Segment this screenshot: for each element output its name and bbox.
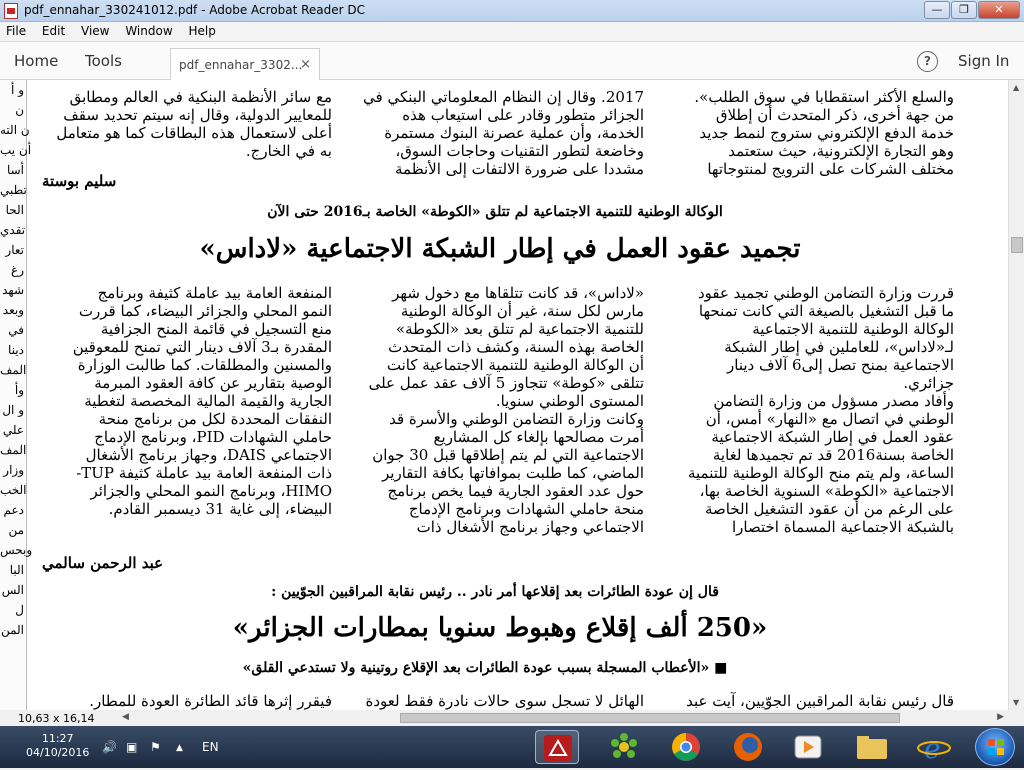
text-line: خدمة الدفع الإلكتروني ستروج لنمط جديد	[699, 124, 954, 142]
text-line: مع سائر الأنظمة البنكية في العالم ومطابق	[69, 88, 332, 106]
text-line: أعلى لاستعمال هذه البطاقات كما هو متعامل	[56, 124, 332, 142]
strip-fragment: وزار	[3, 463, 24, 477]
start-button[interactable]	[975, 728, 1015, 766]
text-line: الخدمة، وأن عملية عصرنة البنوك مستمرة	[384, 124, 644, 142]
scroll-right-icon[interactable]: ▶	[997, 712, 1004, 722]
help-icon[interactable]: ?	[917, 51, 938, 72]
minimize-button[interactable]: —	[924, 1, 950, 19]
text-line: 2017. وقال إن النظام المعلوماتي البنكي في	[363, 88, 644, 106]
text-line: لـ«لاداس»، للعاملين في إطار الشبكة	[724, 338, 954, 356]
adjacent-page-strip	[0, 80, 33, 710]
text-line: وكانت وزارة التضامن الوطني والأسرة قد	[389, 410, 644, 428]
article-kicker: الوكالة الوطنية للتنمية الاجتماعية لم تتلق «الكوطة» الخاصة بـ2016 حتى الآن	[267, 204, 723, 220]
text-line: حول عدد العقود الجارية فيما يخص برنامج	[387, 482, 644, 500]
strip-fragment: علي	[2, 423, 24, 437]
top-article-column-3	[40, 88, 332, 160]
strip-fragment: تطبي	[0, 183, 27, 197]
close-tab-icon[interactable]: ×	[300, 57, 311, 72]
second-article-kicker: قال إن عودة الطائرات بعد إقلاعها أمر نادر .. رئيس نقابة المراقبين الجوّيين :	[271, 584, 719, 600]
text-line: مختلف الشركات على الترويج لمنتوجاتها	[707, 160, 954, 178]
scroll-up-icon[interactable]: ▲	[1013, 83, 1020, 92]
text-line: الوطني في اتصال مع «النهار» أمس، أن	[705, 410, 954, 428]
text-line: للمعايير الدولية، وقال إنه سيتم تحديد سقف	[63, 106, 332, 124]
text-line: من جهة أخرى، ذكر المتحدث أن إطلاق	[715, 106, 954, 124]
bottom-column-3	[40, 692, 332, 710]
text-line: مشددا على ضرورة الالتفات إلى الأنظمة	[394, 160, 644, 178]
text-line: الجزائر متطور وقادر على استيعاب هذه	[402, 106, 644, 124]
text-line: أن الوكالة الوطنية للتنمية الاجتماعية كانت	[386, 356, 644, 374]
text-line: على الرغم من أن عقود التشغيل الخاصة	[704, 500, 954, 518]
text-line: المستوى الوطني سنويا.	[495, 392, 644, 410]
page-size-indicator: 10,63 x 16,14	[0, 710, 118, 726]
strip-fragment: و ال	[2, 403, 24, 417]
second-article-headline: «250 ألف إقلاع وهبوط سنويا بمطارات الجزائر»	[232, 613, 768, 643]
strip-fragment: ن الته	[0, 123, 30, 137]
icq-taskbar-button[interactable]	[602, 730, 646, 764]
toolbar	[0, 42, 1024, 80]
clock[interactable]	[26, 732, 89, 760]
text-line: المنفعة العامة بيد عاملة كثيفة وبرنامج	[97, 284, 332, 302]
language-indicator[interactable]: EN	[202, 740, 219, 754]
text-line: أمرت مصالحها بإلغاء كل المشاريع	[433, 428, 644, 446]
text-line: والسلع الأكثر استقطابا في سوق الطلب».	[694, 88, 954, 106]
strip-fragment: أن يب	[0, 143, 32, 157]
text-line: مارس لكل سنة، غير أن الوكالة الوطنية	[400, 302, 644, 320]
strip-fragment: أسا	[6, 163, 24, 177]
text-line: وهو التجارة الإلكترونية، حيث ستعتمد	[728, 142, 954, 160]
article-headline: تجميد عقود العمل في إطار الشبكة الاجتماعية «لاداس»	[199, 234, 801, 264]
text-line: النمو المحلي والجزائر البيضاء، كما قررت	[78, 302, 332, 320]
flag-icon[interactable]: ⚑	[150, 740, 161, 754]
vertical-scroll-thumb[interactable]	[1011, 237, 1023, 253]
document-view[interactable]	[0, 80, 1008, 710]
menu-view[interactable]: View	[81, 24, 110, 38]
scroll-left-icon[interactable]: ◀	[122, 712, 129, 722]
article-column-1	[658, 284, 954, 536]
network-icon[interactable]: ▣	[126, 740, 138, 754]
document-tab-label: pdf_ennahar_3302...	[179, 58, 303, 72]
icq-icon	[602, 730, 646, 764]
text-line: الاجتماعي وجهاز برنامج الأشغال ذات	[416, 518, 644, 536]
text-line: منع التسجيل في قائمة المنح الجزافية	[100, 320, 332, 338]
clock-date: 04/10/2016	[26, 746, 90, 759]
ie-icon	[912, 730, 956, 764]
media-player-taskbar-button[interactable]	[786, 730, 830, 764]
scroll-down-icon[interactable]: ▼	[1013, 698, 1020, 707]
home-tab[interactable]: Home	[14, 52, 59, 70]
svg-text:e: e	[924, 732, 941, 765]
text-line: الاجتماعية «الكوطة» السنوية الخاصة بها،	[699, 482, 954, 500]
text-line: به في الخارج.	[245, 142, 332, 160]
text-line: الوكالة الوطنية للتنمية الاجتماعية	[752, 320, 954, 338]
ie-taskbar-button[interactable]	[912, 730, 956, 764]
text-line: وخاضعة لتطور التقنيات وحاجات السوق،	[395, 142, 644, 160]
strip-fragment: وأ	[14, 383, 24, 397]
window-title: pdf_ennahar_330241012.pdf - Adobe Acrobat Reader DC	[24, 3, 366, 17]
text-line: الخاصة بهذه السنة، وكشف ذات المتحدث	[388, 338, 644, 356]
text-line: عقود العمل في إطار الشبكة الاجتماعية	[711, 428, 954, 446]
text-line: وأفاد مصدر مسؤول من وزارة التضامن	[713, 392, 954, 410]
strip-fragment: المف	[0, 443, 27, 457]
text-line: فيقرر إثرها قائد الطائرة العودة للمطار.	[89, 692, 332, 710]
maximize-button[interactable]: ❐	[951, 1, 977, 19]
strip-fragment: في	[8, 323, 24, 337]
text-line: الاجتماعية بمنح تصل إلى6 آلاف دينار	[727, 356, 954, 374]
show-hidden-icons-icon[interactable]: ▲	[176, 743, 183, 753]
strip-fragment: دينا	[8, 343, 24, 357]
text-line: «لاداس»، قد كانت تتلقاها مع دخول شهر	[392, 284, 644, 302]
text-line: حاملي الشهادات PID، وبرنامج الإدماج	[94, 428, 332, 446]
window-controls	[924, 1, 1020, 19]
horizontal-scrollbar[interactable]	[118, 710, 1008, 726]
tools-tab[interactable]: Tools	[85, 52, 122, 70]
strip-fragment: دعم	[3, 503, 24, 517]
text-line: الاجتماعي DAIS، وجهاز برنامج الأشغال	[85, 446, 332, 464]
text-line: قال رئيس نقابة المراقبين الجوّيين، آيت عبد	[686, 692, 954, 710]
strip-fragment: تعار	[5, 243, 24, 257]
strip-fragment: الحا	[5, 203, 24, 217]
text-line: الماضي، كما طلبت بموافاتها بكافة التقارير	[382, 464, 644, 482]
text-line: والمسنين والمطلقات. كما طالبت الوزارة	[77, 356, 332, 374]
acrobat-taskbar-button[interactable]	[535, 730, 579, 764]
bottom-column-2	[346, 692, 644, 710]
text-line: الساعة، ولم يتم منح الوكالة الوطنية للتنمية	[687, 464, 954, 482]
chrome-taskbar-button[interactable]	[664, 730, 708, 764]
strip-fragment: البا	[9, 563, 24, 577]
text-line: للتنمية الاجتماعية لم تتلق بعد «الكوطة»	[395, 320, 644, 338]
firefox-icon	[726, 730, 770, 764]
menu-edit[interactable]: Edit	[41, 24, 66, 38]
document-tab[interactable]	[170, 48, 320, 80]
windows-logo-icon	[976, 729, 1016, 767]
text-line: الخاصة بسنة2016 قد تم تجميدها لغاية	[712, 446, 954, 464]
top-article-column-1	[658, 88, 954, 178]
text-line: الجارية والقيمة المالية المخصصة لتغطية	[84, 392, 332, 410]
text-line: جزائري.	[903, 374, 954, 392]
taskbar	[0, 726, 1024, 768]
strip-fragment: و أ	[11, 83, 24, 97]
acrobat-icon	[536, 731, 580, 765]
text-line: الاجتماعية التي لم يتم إطلاقها قبل 30 جوان	[372, 446, 644, 464]
strip-fragment: رغ	[11, 263, 24, 277]
explorer-taskbar-button[interactable]	[850, 730, 894, 764]
bottom-column-1	[658, 692, 954, 710]
strip-fragment: وبعد	[2, 303, 24, 317]
article-column-2	[346, 284, 644, 536]
sign-in-button[interactable]: Sign In	[958, 52, 1010, 70]
strip-fragment: ن	[15, 103, 24, 117]
text-line: HIMO، وبرنامج النمو المحلي والجزائر	[90, 482, 332, 500]
text-line: المقدرة بـ3 آلاف دينار التي تمنح للمعوقين	[72, 338, 332, 356]
clock-time: 11:27	[41, 732, 74, 745]
second-article-subheading: ■ «الأعطاب المسجلة بسبب عودة الطائرات بعد الإقلاع روتينية ولا تستدعي القلق»	[242, 660, 728, 676]
menu-window[interactable]: Window	[125, 24, 173, 38]
text-line: تتلقى «كوطة» تتجاوز 5 آلاف عقد عمل على	[368, 374, 644, 392]
strip-fragment: المف	[0, 363, 27, 377]
strip-fragment: الس	[1, 583, 24, 597]
text-line: البيضاء، إلى غاية 31 ديسمبر القادم.	[108, 500, 332, 518]
close-button[interactable]: ✕	[978, 1, 1020, 19]
text-line: الوصية بتقارير عن كافة العقود المبرمة	[94, 374, 332, 392]
text-line: بالشبكة الاجتماعية المسماة اختصارا	[732, 518, 954, 536]
strip-fragment: شهد	[2, 283, 24, 297]
strip-fragment: المن	[0, 623, 24, 637]
strip-fragment: الخب	[0, 483, 27, 497]
top-signature: سليم بوستة	[42, 172, 117, 190]
strip-fragment: تقدي	[0, 223, 26, 237]
text-line: ذات المنفعة العامة بيد عاملة كثيفة TUP-	[76, 464, 332, 482]
strip-fragment: ل	[15, 603, 24, 617]
volume-icon[interactable]: 🔊	[102, 740, 117, 754]
top-article-column-2	[346, 88, 644, 178]
title-bar	[0, 0, 1024, 22]
horizontal-scroll-thumb[interactable]	[400, 713, 900, 723]
text-line: الهائل لا تسجل سوى حالات نادرة فقط لعودة	[365, 692, 644, 710]
menu-bar	[0, 22, 1024, 42]
article-column-3	[40, 284, 332, 518]
strip-fragment: وبحس	[0, 543, 33, 557]
chrome-icon	[664, 730, 708, 764]
pdf-file-icon	[4, 3, 18, 19]
strip-fragment: من	[8, 523, 24, 537]
article-signature: عبد الرحمن سالمي	[42, 554, 164, 572]
text-line: ما قبل التشغيل بالصيغة التي كانت تمنحها	[698, 302, 954, 320]
text-line: النفقات المحددة لكل من برنامج منحة	[98, 410, 332, 428]
explorer-icon	[850, 730, 894, 764]
menu-file[interactable]: File	[6, 24, 27, 38]
text-line: منحة حاملي الشهادات وبرنامج الإدماج	[408, 500, 644, 518]
firefox-taskbar-button[interactable]	[726, 730, 770, 764]
menu-help[interactable]: Help	[188, 24, 216, 38]
media-player-icon	[786, 730, 830, 764]
text-line: قررت وزارة التضامن الوطني تجميد عقود	[697, 284, 954, 302]
vertical-scrollbar[interactable]	[1008, 80, 1024, 710]
